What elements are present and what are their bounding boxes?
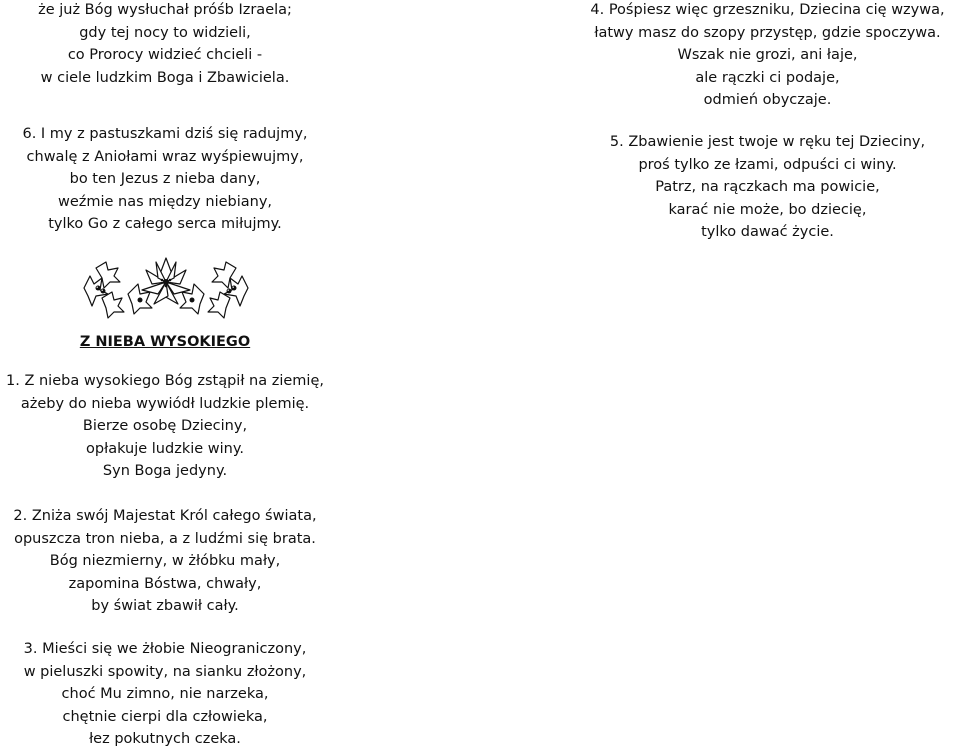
verse-line: zapomina Bóstwa, chwały, <box>68 575 262 592</box>
verse-line: w pieluszki spowity, na sianku złożony, <box>23 663 307 680</box>
verse-line: opłakuje ludzkie winy. <box>86 440 244 457</box>
verse-line: Wszak nie grozi, ani łaje, <box>677 47 858 63</box>
verse-line: Syn Boga jedyny. <box>102 463 228 479</box>
verse-line: łatwy masz do szopy przystęp, gdzie spoczywa. <box>594 24 941 41</box>
verse-line: gdy tej nocy to widzieli, <box>79 24 251 41</box>
verse-line: 3. Mieści się we żłobie Nieograniczony, <box>23 641 307 657</box>
left-column <box>0 0 330 749</box>
verse-line: tylko Go z całego serca miłujmy. <box>48 216 282 232</box>
verse-line: Bierze osobę Dzieciny, <box>82 418 248 434</box>
top-left-stanza <box>0 0 330 89</box>
verse-line: ale rączki ci podaje, <box>695 69 840 86</box>
verse-line: bo ten Jezus z nieba dany, <box>69 171 261 187</box>
song-stanza-2 <box>0 505 330 618</box>
verse-line: 6. I my z pastuszkami dziś się radujmy, <box>22 126 308 142</box>
stanza-5 <box>575 131 960 244</box>
song-stanza-1 <box>0 370 330 483</box>
verse-line: karać nie może, bo dziecię, <box>668 201 867 218</box>
poinsettia-holly-garland-icon <box>76 254 256 320</box>
verse-line: 1. Z nieba wysokiego Bóg zstąpił na ziemię, <box>6 373 324 389</box>
right-column <box>575 0 960 260</box>
stanza-6 <box>0 123 330 236</box>
verse-line: chętnie cierpi dla człowieka, <box>62 708 268 725</box>
verse-line: Patrz, na rączkach ma powicie, <box>655 179 880 195</box>
verse-line: by świat zbawił cały. <box>91 598 239 614</box>
verse-line: proś tylko ze łzami, odpuści ci winy. <box>638 156 897 173</box>
verse-line: choć Mu zimno, nie narzeka, <box>61 686 269 702</box>
verse-line: w ciele ludzkim Boga i Zbawiciela. <box>40 69 290 86</box>
verse-line: weźmie nas między niebiany, <box>57 193 273 210</box>
verse-line: Bóg niezmierny, w żłóbku mały, <box>49 553 281 569</box>
verse-line: 5. Zbawienie jest twoje w ręku tej Dzieciny, <box>609 134 926 150</box>
verse-line: co Prorocy widzieć chcieli - <box>67 47 263 63</box>
song-title: Z NIEBA WYSOKIEGO <box>79 334 251 350</box>
verse-line: łez pokutnych czeka. <box>89 731 241 747</box>
verse-line: chwalę z Aniołami wraz wyśpiewujmy, <box>26 148 304 165</box>
verse-line: że już Bóg wysłuchał próśb Izraela; <box>38 2 292 18</box>
verse-line: tylko dawać życie. <box>701 224 834 240</box>
verse-line: 4. Pośpiesz więc grzeszniku, Dziecina cię wzywa, <box>590 2 945 18</box>
verse-line: ażeby do nieba wywiódł ludzkie plemię. <box>20 395 310 412</box>
verse-line: opuszcza tron nieba, a z ludźmi się brata. <box>14 530 316 547</box>
verse-line: odmień obyczaje. <box>703 92 832 108</box>
verse-line: 2. Zniża swój Majestat Król całego świata, <box>13 508 317 524</box>
song-stanza-3 <box>0 638 330 751</box>
stanza-4 <box>575 0 960 112</box>
